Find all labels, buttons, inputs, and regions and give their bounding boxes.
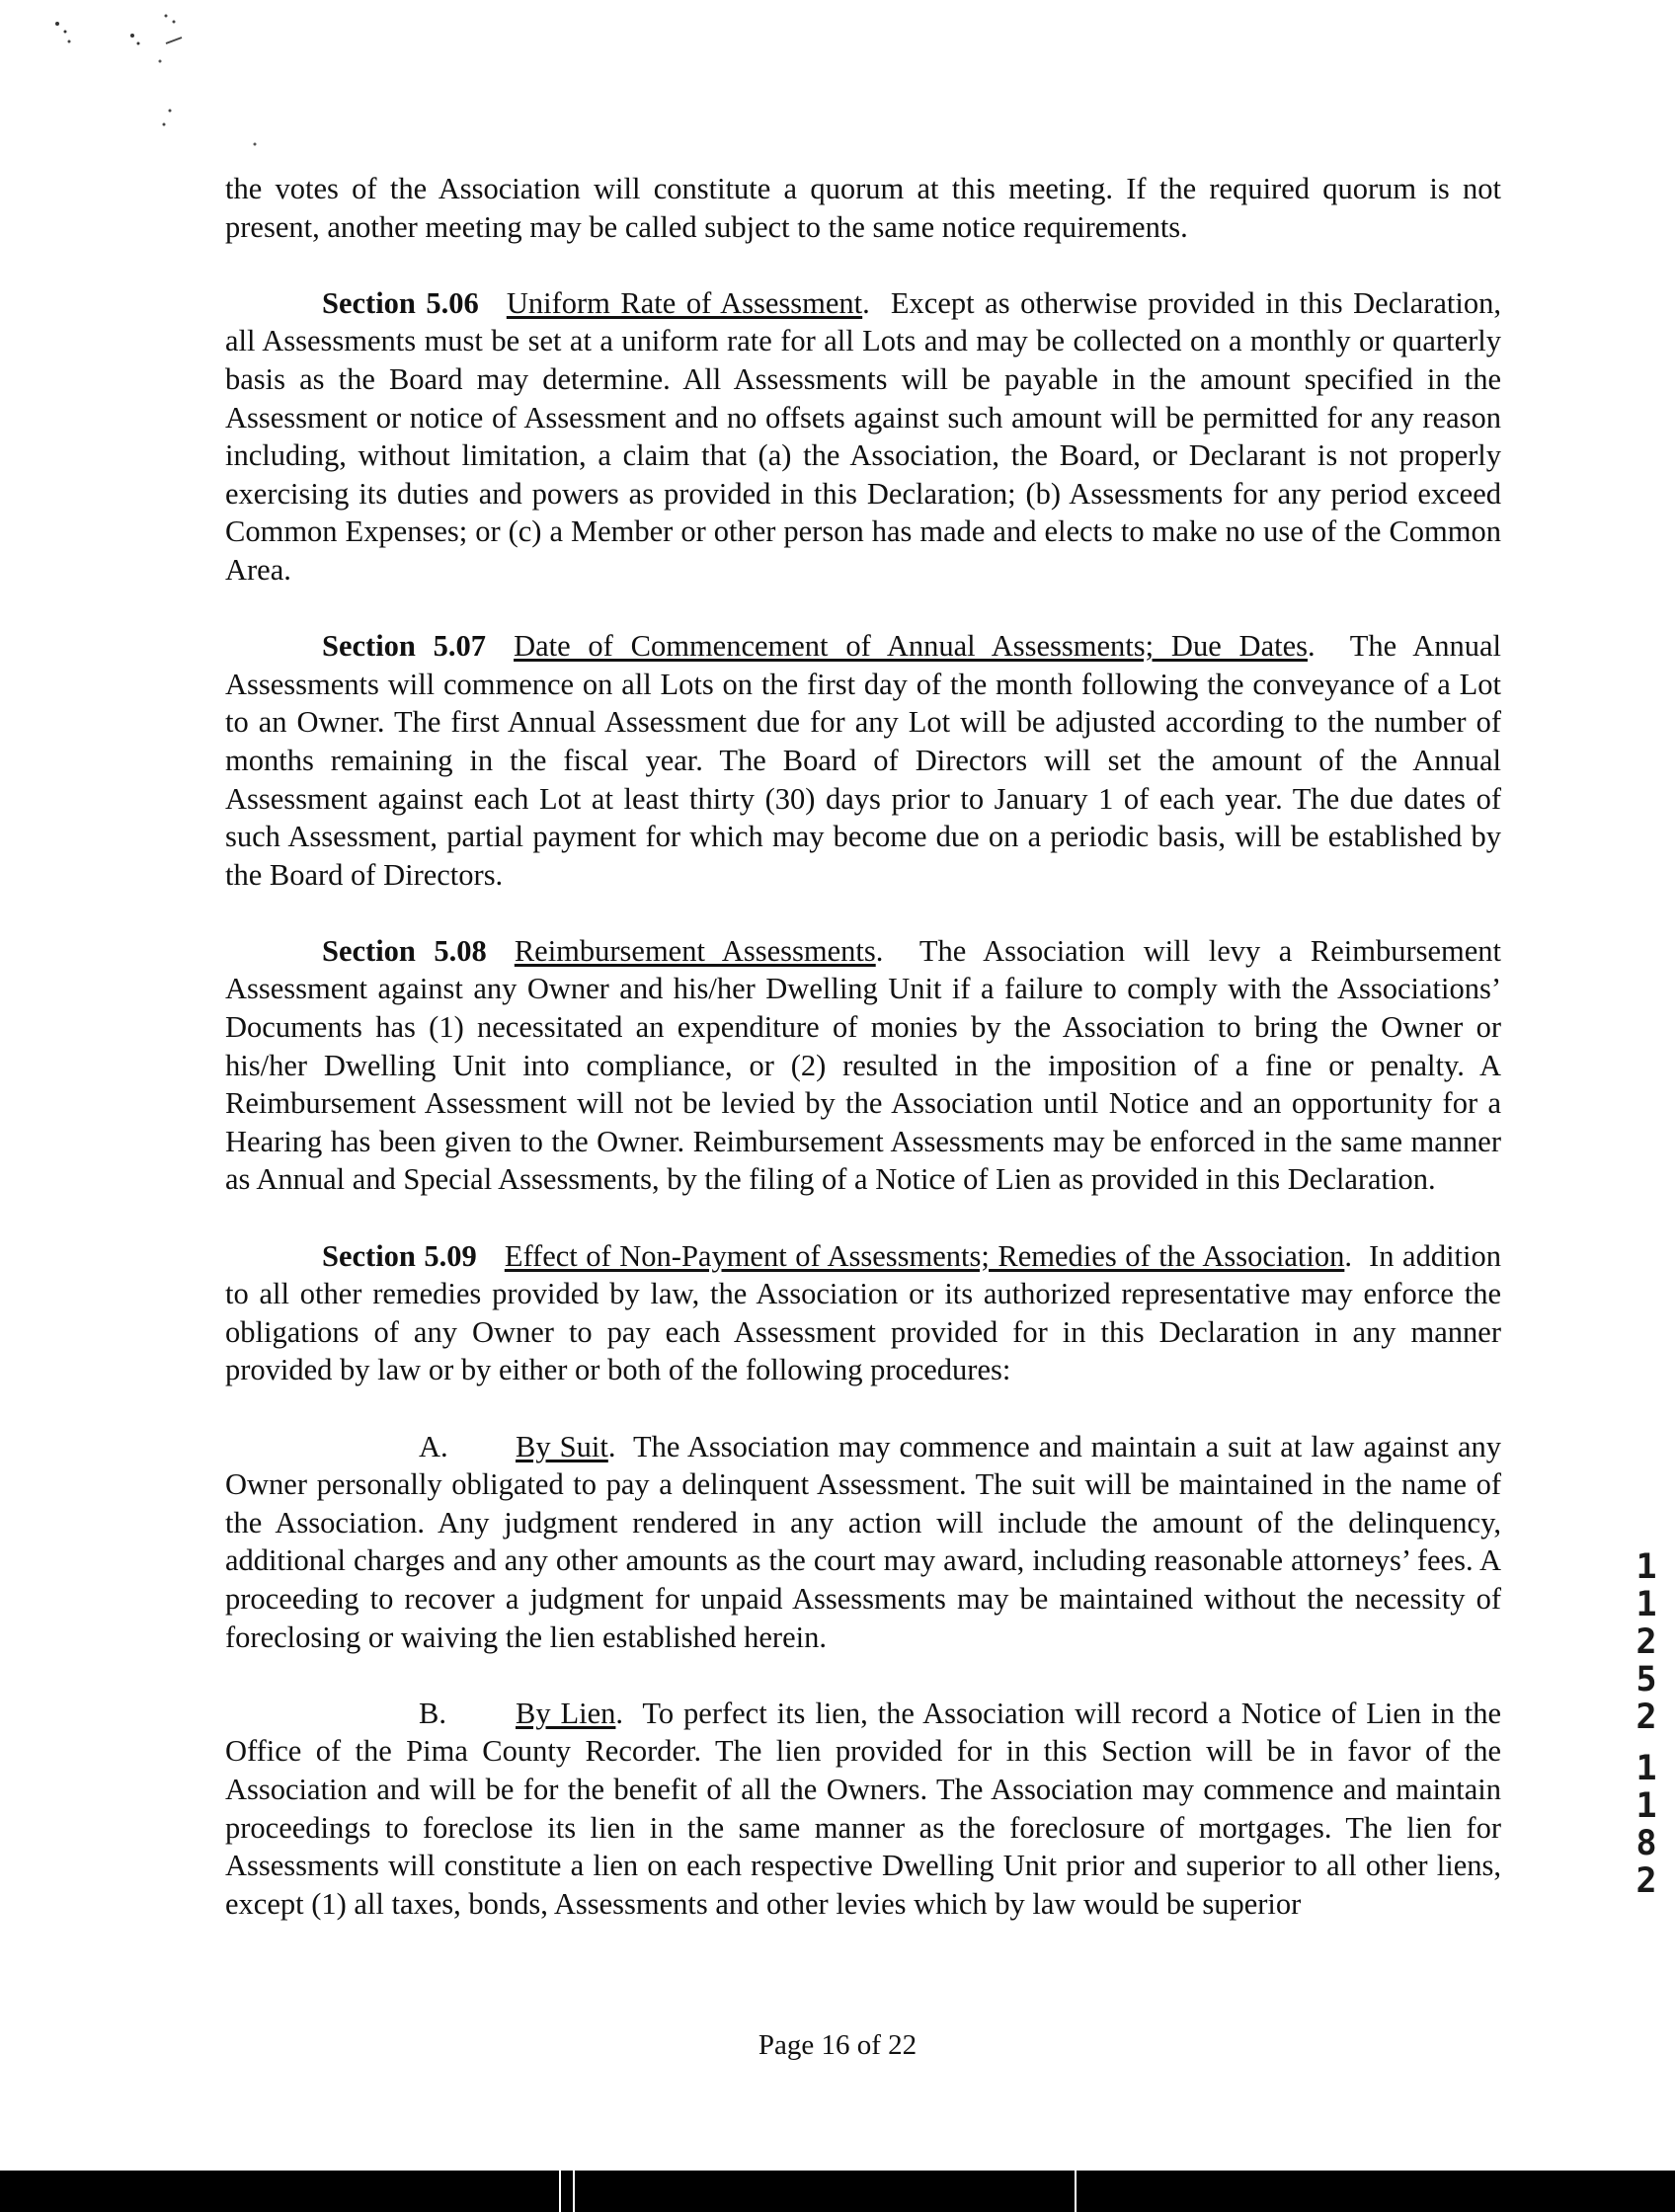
subsection-letter: B. <box>419 1696 446 1730</box>
section-title: Uniform Rate of Assessment <box>506 285 863 320</box>
docket-digit: 1 <box>1635 1585 1657 1624</box>
section-title: Effect of Non-Payment of Assessments; Remedies of the Association <box>504 1238 1345 1273</box>
section-number: Section 5.06 <box>322 285 479 320</box>
section-number: Section 5.08 <box>322 933 487 968</box>
document-body <box>225 170 1501 1961</box>
section-text: Except as otherwise provided in this Declaration, all Assessments must be set at a uniform rate for all Lots and may be collected on a monthly or quarterly basis as the Board may determine. All Assessments will be payable in the amount specified in the Assessment or notice of Assessment and no offsets against such amount will be permitted for any reason including, without limitation, a claim that (a) the Association, the Board, or Declarant is not properly exercising its duties and powers as provided in this Declaration; (b) Assessments for any period exceed Common Expenses; or (c) a Member or other person has made and elects to make no use of the Common Area. <box>225 285 1502 587</box>
docket-digit: 5 <box>1635 1660 1657 1699</box>
subsection-title: By Lien <box>516 1696 616 1730</box>
docket-digit: 2 <box>1635 1622 1657 1662</box>
docket-digit: 1 <box>1635 1547 1657 1587</box>
recording-page-number <box>1632 1750 1661 1900</box>
subsection-text: To perfect its lien, the Association will record a Notice of Lien in the Office of the Pima County Recorder. The lien provided for in this Section will be in favor of the Association and will be for the benefit of all the Owners. The Association may commence and maintain proceedings to foreclose its lien in the same manner as the foreclosure of mortgages. The lien for Assessments will constitute a lien on each respective Dwelling Unit prior and superior to all other liens, except (1) all taxes, bonds, Assessments and other levies which by law would be superior <box>225 1696 1502 1921</box>
subsection-letter: A. <box>419 1429 448 1463</box>
subsection-text: The Association may commence and maintain a suit at law against any Owner personally obligated to pay a delinquent Assessment. The suit will be maintained in the name of the Association. Any judgment rendered in any action will include the amount of the delinquency, additional charges and any other amounts as the court may award, including reasonable attorneys’ fees. A proceeding to recover a judgment for unpaid Assessments may be maintained without the necessity of foreclosing or waiving the lien established herein. <box>225 1429 1501 1654</box>
continuation-paragraph: the votes of the Association will constitute a quorum at this meeting. If the required quorum is not present, another meeting may be called subject to the same notice requirements. <box>225 172 1501 244</box>
page-footer: Page 16 of 22 <box>758 2029 917 2061</box>
page-digit: 8 <box>1635 1824 1657 1863</box>
section-text: The Annual Assessments will commence on all Lots on the first day of the month following the conveyance of a Lot to an Owner. The first Annual Assessment due for any Lot will be adjusted according to the number of months remaining in the fiscal year. The Board of Directors will set the amount of the Annual Assessment against each Lot at least thirty (30) days prior to January 1 of each year. The due dates of such Assessment, partial payment for which may become due on a periodic basis, will be established by the Board of Directors. <box>225 629 1502 892</box>
section-number: Section 5.07 <box>322 629 487 664</box>
section-5-09: Section 5.09 Effect of Non-Payment of Assessments; Remedies of the Association. In addition to all other remedies provided by law, the Association or its authorized representative may enforce the obligations of any Owner to pay each Assessment provided for in this Declaration in any manner provided by law or by either or both of the following procedures: <box>225 1238 1501 1387</box>
section-5-06: Section 5.06 Uniform Rate of Assessment. Except as otherwise provided in this Declaration, all Assessments must be set at a uniform rate for all Lots and may be collected on a monthly or quarterly basis as the Board may determine. All Assessments will be payable in the amount specified in the Assessment or notice of Assessment and no offsets against such amount will be permitted for any reason including, without limitation, a claim that (a) the Association, the Board, or Declarant is not properly exercising its duties and powers as provided in this Declaration; (b) Assessments for any period exceed Common Expenses; or (c) a Member or other person has made and elects to make no use of the Common Area. <box>225 285 1502 587</box>
docket-digit: 2 <box>1635 1698 1657 1737</box>
section-text: The Association will levy a Reimbursement Assessment against any Owner and his/her Dwelling Unit if a failure to comply with the Associations’ Documents has (1) necessitated an expenditure of monies by the Association to bring the Owner or his/her Dwelling Unit into compliance, or (2) resulted in the imposition of a fine or penalty. A Reimbursement Assessment will not be levied by the Association until Notice and an opportunity for a Hearing has been given to the Owner. Reimbursement Assessments may be enforced in the same manner as Annual and Special Assessments, by the filing of a Notice of Lien as provided in this Declaration. <box>225 933 1501 1197</box>
page-digit: 1 <box>1635 1749 1657 1788</box>
section-5-08: Section 5.08 Reimbursement Assessments. The Association will levy a Reimbursement Assessment against any Owner and his/her Dwelling Unit if a failure to comply with the Associations’ Documents has (1) necessitated an expenditure of monies by the Association to bring the Owner or his/her Dwelling Unit into compliance, or (2) resulted in the imposition of a fine or penalty. A Reimbursement Assessment will not be levied by the Association until Notice and an opportunity for a Hearing has been given to the Owner. Reimbursement Assessments may be enforced in the same manner as Annual and Special Assessments, by the filing of a Notice of Lien as provided in this Declaration. <box>225 933 1501 1197</box>
recording-docket-number <box>1632 1548 1661 1736</box>
scan-specks <box>0 0 257 158</box>
section-number: Section 5.09 <box>322 1238 477 1273</box>
page-digit: 1 <box>1635 1786 1657 1826</box>
section-title: Date of Commencement of Annual Assessments; Due Dates <box>514 629 1308 664</box>
page-digit: 2 <box>1635 1861 1657 1901</box>
scan-artifact-line <box>559 2171 561 2212</box>
section-title: Reimbursement Assessments <box>514 933 876 968</box>
subsection-title: By Suit <box>516 1429 608 1463</box>
section-text: In addition to all other remedies provided by law, the Association or its authorized representative may enforce the obligations of any Owner to pay each Assessment provided for in this Declaration in any manner provided by law or by either or both of the following procedures: <box>225 1238 1501 1387</box>
section-5-07: Section 5.07 Date of Commencement of Annual Assessments; Due Dates. The Annual Assessments will commence on all Lots on the first day of the month following the conveyance of a Lot to an Owner. The first Annual Assessment due for any Lot will be adjusted according to the number of months remaining in the fiscal year. The Board of Directors will set the amount of the Annual Assessment against each Lot at least thirty (30) days prior to January 1 of each year. The due dates of such Assessment, partial payment for which may become due on a periodic basis, will be established by the Board of Directors. <box>225 629 1502 892</box>
subsection-b: B. By Lien. To perfect its lien, the Association will record a Notice of Lien in the Office of the Pima County Recorder. The lien provided for in this Section will be in favor of the Association and will be for the benefit of all the Owners. The Association may commence and maintain proceedings to foreclose its lien in the same manner as the foreclosure of mortgages. The lien for Assessments will constitute a lien on each respective Dwelling Unit prior and superior to all other liens, except (1) all taxes, bonds, Assessments and other levies which by law would be superior <box>225 1696 1502 1921</box>
subsection-a: A. By Suit. The Association may commence and maintain a suit at law against any Owner personally obligated to pay a delinquent Assessment. The suit will be maintained in the name of the Association. Any judgment rendered in any action will include the amount of the delinquency, additional charges and any other amounts as the court may award, including reasonable attorneys’ fees. A proceeding to recover a judgment for unpaid Assessments may be maintained without the necessity of foreclosing or waiving the lien established herein. <box>225 1429 1501 1654</box>
scan-border-bar <box>0 2171 1675 2212</box>
scan-artifact-line <box>1075 2171 1077 2212</box>
scan-artifact-line <box>573 2171 575 2212</box>
